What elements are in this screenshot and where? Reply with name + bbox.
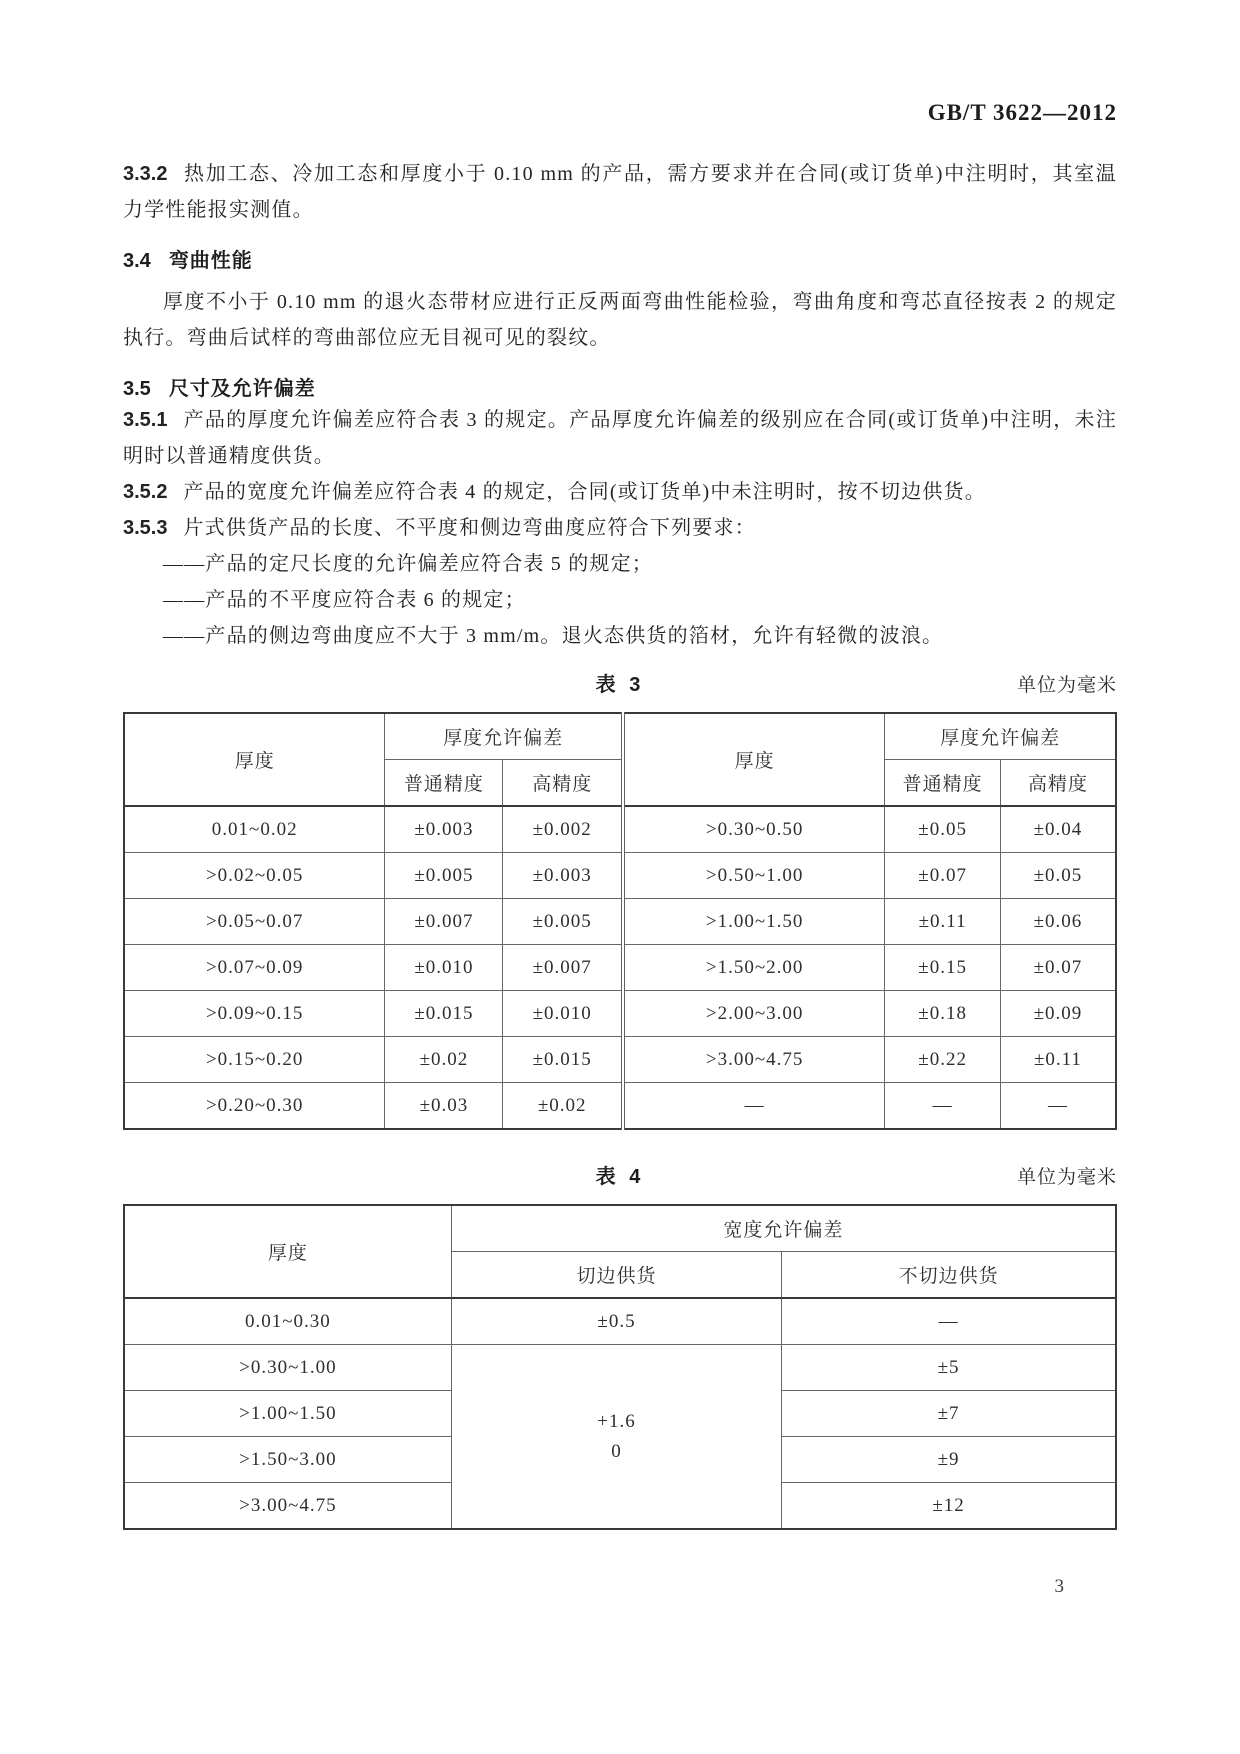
t4-merged-tolerance-cell xyxy=(451,1345,781,1530)
tolerance-upper-value: +1.6 xyxy=(597,1410,636,1432)
table-cell: ±0.15 xyxy=(885,945,1001,991)
table-cell: >0.07~0.09 xyxy=(124,945,385,991)
table-row xyxy=(124,991,1116,1037)
table-cell: ±12 xyxy=(782,1483,1116,1530)
table-row xyxy=(124,853,1116,899)
section-number: 3.3.2 xyxy=(123,163,168,185)
table-4-container xyxy=(123,1204,1117,1530)
section-number: 3.5.2 xyxy=(123,481,168,503)
table-cell: >1.00~1.50 xyxy=(124,1391,451,1437)
heading-text: 弯曲性能 xyxy=(168,250,253,272)
dash-list-item: ——产品的定尺长度的允许偏差应符合表 5 的规定； xyxy=(163,553,653,575)
table-3 xyxy=(123,712,1117,1130)
tolerance-lower-value: 0 xyxy=(611,1440,622,1462)
paragraph-text: 热加工态、冷加工态和厚度小于 0.10 mm 的产品，需方要求并在合同(或订货单)中注明时，其室温力学性能报实测值。 xyxy=(123,163,1117,221)
t4-col-trimmed: 切边供货 xyxy=(451,1252,781,1299)
table-cell: — xyxy=(623,1083,885,1130)
standard-code-header: GB/T 3622—2012 xyxy=(927,100,1117,125)
table-cell: >0.05~0.07 xyxy=(124,899,385,945)
table-cell: >3.00~4.75 xyxy=(124,1483,451,1530)
t3-col-thickness-right: 厚度 xyxy=(623,713,885,806)
table-3-container xyxy=(123,712,1117,1130)
table-cell: ±0.05 xyxy=(1000,853,1116,899)
table-cell: ±0.04 xyxy=(1000,806,1116,853)
paragraph-3-5-2 xyxy=(123,474,1117,510)
table-row xyxy=(124,899,1116,945)
table-cell: ±0.05 xyxy=(885,806,1001,853)
dash-list-item: ——产品的不平度应符合表 6 的规定； xyxy=(163,589,526,611)
t3-col-normal-right: 普通精度 xyxy=(885,760,1001,807)
table-cell: >0.09~0.15 xyxy=(124,991,385,1037)
table-cell: >0.02~0.05 xyxy=(124,853,385,899)
table-cell: >1.50~2.00 xyxy=(623,945,885,991)
paragraph-text: 片式供货产品的长度、不平度和侧边弯曲度应符合下列要求： xyxy=(183,517,756,539)
table-4-unit-note: 单位为毫米 xyxy=(1016,1167,1117,1188)
heading-text: 尺寸及允许偏差 xyxy=(168,378,316,400)
t4-col-untrimmed: 不切边供货 xyxy=(782,1252,1116,1299)
table-cell: — xyxy=(1000,1083,1116,1130)
table-cell: 0.01~0.02 xyxy=(124,806,385,853)
table-cell: ±0.015 xyxy=(503,1037,623,1083)
table-row xyxy=(124,806,1116,853)
table-row xyxy=(124,945,1116,991)
paragraph-text: 产品的宽度允许偏差应符合表 4 的规定，合同(或订货单)中未注明时，按不切边供货。 xyxy=(183,481,987,503)
table-cell: >0.15~0.20 xyxy=(124,1037,385,1083)
t4-col-thickness: 厚度 xyxy=(124,1205,451,1298)
paragraph-3-4-body: 厚度不小于 0.10 mm 的退火态带材应进行正反两面弯曲性能检验，弯曲角度和弯芯直径按表 2 的规定执行。弯曲后试样的弯曲部位应无目视可见的裂纹。 xyxy=(123,291,1117,349)
table-cell: 0.01~0.30 xyxy=(124,1298,451,1345)
table-cell: ±0.003 xyxy=(385,806,503,853)
table-cell: ±0.015 xyxy=(385,991,503,1037)
table-cell: >0.20~0.30 xyxy=(124,1083,385,1130)
section-number: 3.5 xyxy=(123,378,151,400)
table-cell: ±0.11 xyxy=(1000,1037,1116,1083)
t3-col-tolerance-right: 厚度允许偏差 xyxy=(885,713,1116,760)
table-row xyxy=(124,1083,1116,1130)
heading-3-5 xyxy=(123,376,1117,402)
table-cell: >0.30~0.50 xyxy=(623,806,885,853)
paragraph-3-5-3 xyxy=(123,510,1117,546)
table-cell: ±0.06 xyxy=(1000,899,1116,945)
table-3-caption: 表 3 xyxy=(595,674,645,696)
table-cell: ±0.22 xyxy=(885,1037,1001,1083)
table-cell: >1.00~1.50 xyxy=(623,899,885,945)
table-cell: ±0.005 xyxy=(385,853,503,899)
table-row xyxy=(124,1298,1116,1345)
table-cell: — xyxy=(885,1083,1001,1130)
table-cell: ±0.03 xyxy=(385,1083,503,1130)
section-number: 3.5.1 xyxy=(123,409,168,431)
table-4-caption: 表 4 xyxy=(595,1166,645,1188)
table-row xyxy=(124,1345,1116,1391)
heading-3-4 xyxy=(123,248,1117,274)
table-cell: ±9 xyxy=(782,1437,1116,1483)
table-cell: ±5 xyxy=(782,1345,1116,1391)
table-3-caption-row xyxy=(123,668,1117,694)
table-cell: ±0.09 xyxy=(1000,991,1116,1037)
dash-list-item: ——产品的侧边弯曲度应不大于 3 mm/m。退火态供货的箔材，允许有轻微的波浪。 xyxy=(163,625,944,647)
t3-col-high-left: 高精度 xyxy=(503,760,623,807)
table-row xyxy=(124,1037,1116,1083)
section-number: 3.5.3 xyxy=(123,517,168,539)
t3-col-normal-left: 普通精度 xyxy=(385,760,503,807)
t3-col-thickness-left: 厚度 xyxy=(124,713,385,806)
table-header-row xyxy=(124,1205,1116,1252)
table-cell: >3.00~4.75 xyxy=(623,1037,885,1083)
table-cell: ±0.18 xyxy=(885,991,1001,1037)
table-cell: — xyxy=(782,1298,1116,1345)
table-cell: ±0.005 xyxy=(503,899,623,945)
paragraph-3-3-2 xyxy=(123,156,1117,228)
page-number: 3 xyxy=(1054,1576,1065,1597)
t4-col-tolerance: 宽度允许偏差 xyxy=(451,1205,1116,1252)
table-cell: ±7 xyxy=(782,1391,1116,1437)
table-cell: ±0.007 xyxy=(385,899,503,945)
table-cell: >0.50~1.00 xyxy=(623,853,885,899)
t3-col-high-right: 高精度 xyxy=(1000,760,1116,807)
table-4-caption-row xyxy=(123,1160,1117,1186)
table-cell: >0.30~1.00 xyxy=(124,1345,451,1391)
table-cell: >2.00~3.00 xyxy=(623,991,885,1037)
paragraph-3-5-1 xyxy=(123,402,1117,474)
paragraph-text: 产品的厚度允许偏差应符合表 3 的规定。产品厚度允许偏差的级别应在合同(或订货单)中注明，未注明时以普通精度供货。 xyxy=(123,409,1117,467)
table-4 xyxy=(123,1204,1117,1530)
table-cell: ±0.010 xyxy=(385,945,503,991)
table-cell: ±0.02 xyxy=(385,1037,503,1083)
table-cell: ±0.07 xyxy=(1000,945,1116,991)
table-cell: ±0.007 xyxy=(503,945,623,991)
table-cell: ±0.07 xyxy=(885,853,1001,899)
table-cell: ±0.010 xyxy=(503,991,623,1037)
table-header-row xyxy=(124,713,1116,760)
table-cell: ±0.002 xyxy=(503,806,623,853)
t3-col-tolerance-left: 厚度允许偏差 xyxy=(385,713,623,760)
table-cell: ±0.02 xyxy=(503,1083,623,1130)
table-3-unit-note: 单位为毫米 xyxy=(1016,675,1117,696)
table-cell: >1.50~3.00 xyxy=(124,1437,451,1483)
table-cell: ±0.5 xyxy=(451,1298,781,1345)
section-number: 3.4 xyxy=(123,250,151,272)
table-cell: ±0.11 xyxy=(885,899,1001,945)
table-cell: ±0.003 xyxy=(503,853,623,899)
